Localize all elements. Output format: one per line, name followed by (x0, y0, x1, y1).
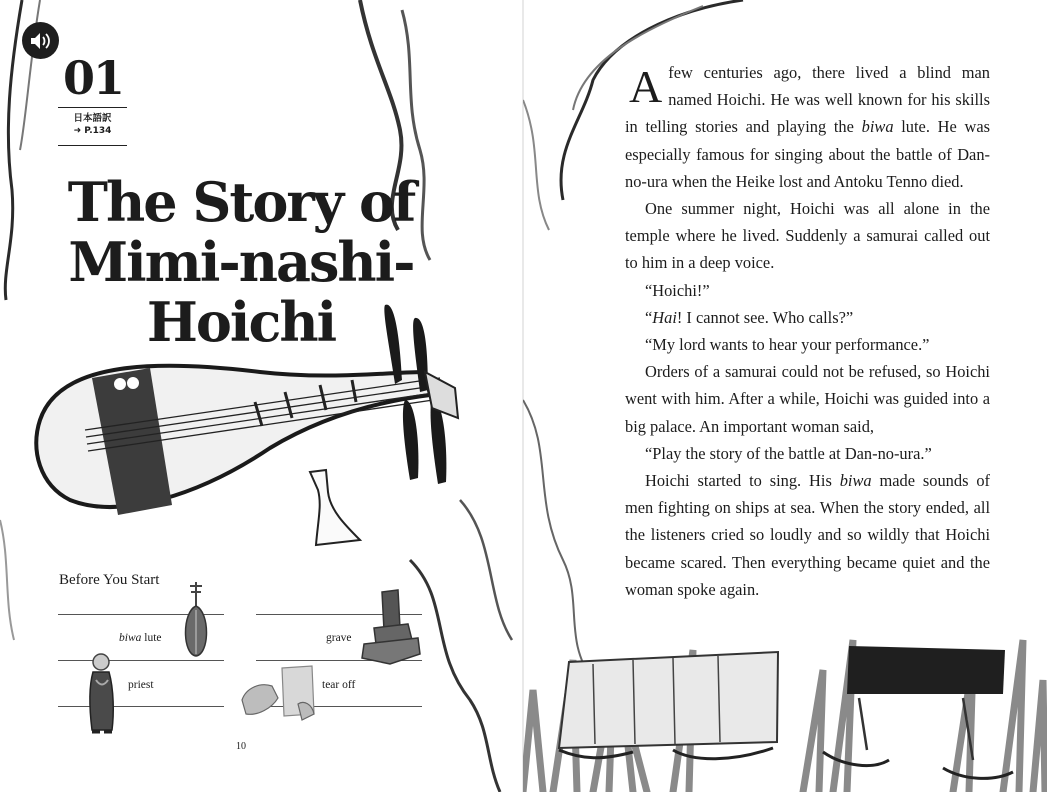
title-line-2: Mimi-nashi- (68, 230, 414, 294)
chapter-number: 01 (62, 51, 123, 105)
story-paragraph-3: Orders of a samurai could not be refused, so Hoichi went with him. After a while, Hoichi was guided into a big palace. An important woman said, (625, 362, 990, 436)
priest-icon (86, 650, 118, 740)
story-paragraph-2: One summer night, Hoichi was all alone in the temple where he lived. Suddenly a samurai called out to him in a deep voice. (625, 199, 990, 273)
vocab-item-biwa-lute (119, 632, 162, 644)
dialogue-line-4: “Play the story of the battle at Dan-no-ura.” (645, 443, 932, 463)
japanese-ref-page: ➜ P.134 (73, 126, 112, 136)
biwa-lute-icon (180, 580, 212, 658)
grave-icon (360, 588, 422, 666)
drop-cap: A (629, 61, 663, 112)
vocab-item-priest: priest (128, 679, 154, 691)
page-number: 10 (236, 741, 246, 752)
vocab-item-grave: grave (326, 632, 352, 644)
vocab-term-biwa: biwa (119, 632, 142, 644)
dialogue-line-3: “My lord wants to hear your performance.” (645, 335, 930, 355)
left-page (0, 0, 523, 792)
story-paragraph-1: Afew centuries ago, there lived a blind man named Hoichi. He was well known for his skills in telling stories and playing the biwa lute. He was especially famous for singing about the battle of Dan-no-ura when the Heike lost and Antoku Tenno died. (625, 61, 990, 191)
dialogue-line-2: “Hai! I cannot see. Who calls?” (645, 307, 854, 327)
samurai-feet-grass-illustration (523, 0, 1047, 792)
vocab-divider (58, 706, 224, 707)
title-line-3: Hoichi (146, 290, 336, 354)
story-paragraph-4: Hoichi started to sing. His biwa made sounds of men fighting on ships at sea. When the story ended, all the listeners cried so loudly and so wildly that Hoichi became scared. Then everything became quiet and the woman spoke again. (625, 471, 991, 599)
japanese-ref-label: 日本語訳 (73, 113, 112, 124)
vocab-term-lute: lute (141, 632, 162, 644)
right-page (523, 0, 1047, 792)
tear-off-icon (238, 664, 322, 724)
before-you-start-heading: Before You Start (59, 572, 160, 588)
dialogue-line-1: “Hoichi!” (645, 280, 710, 300)
vocab-item-tear-off: tear off (322, 679, 356, 691)
title-line-1: The Story of (67, 170, 415, 234)
vocab-divider (58, 660, 224, 661)
